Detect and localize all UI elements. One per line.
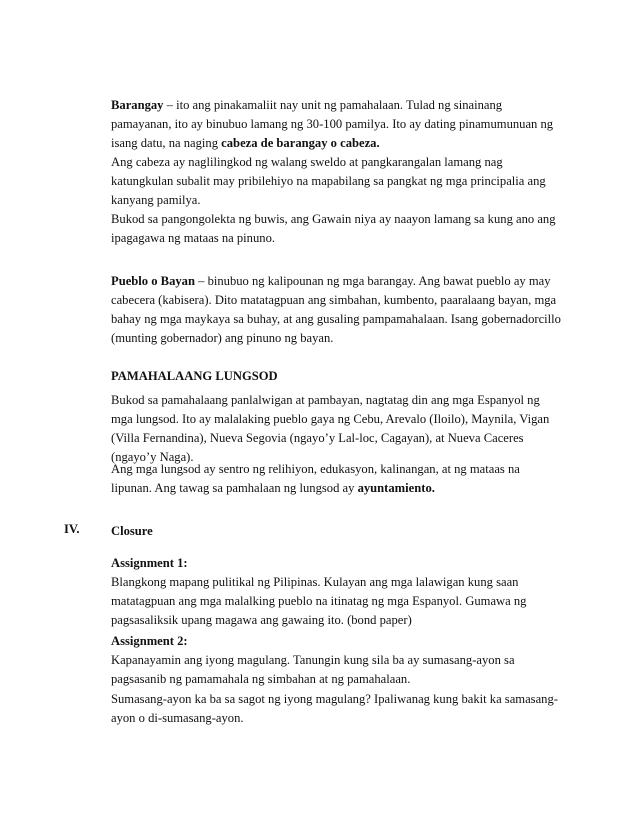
closure-heading-text: Closure [111, 524, 153, 538]
closure-heading [111, 522, 561, 541]
cabeza-term: cabeza de barangay o cabeza. [221, 136, 380, 150]
assignment-1-body: Blangkong mapang pulitikal ng Pilipinas. Kulayan ang mga lalawigan kung saan matatagpuan ang mga malalking pueblo na itinatag ng mga Espanyol. Gumawa ng pagsasaliksik upang magawa ang gawaing ito. (bond paper) [111, 575, 527, 627]
ayuntamiento-paragraph [111, 460, 561, 498]
assignment-2 [111, 632, 561, 689]
assignment-1 [111, 554, 561, 630]
assignment-2-body: Kapanayamin ang iyong magulang. Tanungin kung sila ba ay sumasang-ayon sa pagsasanib ng pamamahala ng simbahan at ng pamahalaan. [111, 653, 515, 686]
assignment-2-question: Sumasang-ayon ka ba sa sagot ng iyong magulang? Ipaliwanag kung bakit ka samasang-ayon o di-sumasang-ayon. [111, 692, 558, 725]
pueblo-term: Pueblo o Bayan [111, 274, 195, 288]
ayuntamiento-term: ayuntamiento. [357, 481, 435, 495]
assignment-1-title: Assignment 1: [111, 556, 188, 570]
lungsod-heading [111, 367, 561, 386]
section-number: IV. [64, 522, 80, 536]
buwis-paragraph: Bukod sa pangongolekta ng buwis, ang Gawain niya ay naayon lamang sa kung ano ang ipagagawa ng mataas na pinuno. [111, 212, 556, 245]
barangay-def-text: – ito ang pinakamaliit nay unit ng pamahalaan. Tulad ng sinainang pamayanan, ito ay binubuo lamang ng 30-100 pamilya. Ito ay dating pinamumunuan ng isang datu, na naging [111, 98, 554, 150]
pueblo-def-text: – binubuo ng kalipounan ng mga barangay. Ang bawat pueblo ay may cabecera (kabisera). Dito matatagpuan ang simbahan, kumbento, paaralaang bayan, mga bahay ng mga maykaya sa buhay, at ang gusaling pampamahalaan. Isang gobernadorcillo (munting gobernador) ang pinuno ng bayan. [111, 274, 561, 345]
lungsod-heading-text: PAMAHALAANG LUNGSOD [111, 369, 278, 383]
lungsod-paragraph: Bukod sa pamahalaang panlalwigan at pambayan, nagtatag din ang mga Espanyol ng mga lungsod. Ito ay malalaking pueblo gaya ng Cebu, Arevalo (Iloilo), Maynila, Vigan (Villa Fernandina), Nueva Segovia (ngayo’y Lal-loc, Cagayan), at Nueva Caceres (ngayo’y Naga). [111, 393, 550, 464]
barangay-term: Barangay [111, 98, 164, 112]
assignment-2-title: Assignment 2: [111, 634, 188, 648]
cabeza-paragraph: Ang cabeza ay naglilingkod ng walang sweldo at pangkarangalan lamang nag katungkulan subalit may pribilehiyo na mapabilang sa pangkat ng mga principalia ang kanyang pamilya. [111, 155, 546, 207]
pueblo-definition [111, 272, 561, 348]
ayuntamiento-text: Ang mga lungsod ay sentro ng relihiyon, edukasyon, kalinangan, at ng mataas na lipunan. Ang tawag sa pamhalaan ng lungsod ay [111, 462, 520, 495]
barangay-definition [111, 96, 561, 153]
